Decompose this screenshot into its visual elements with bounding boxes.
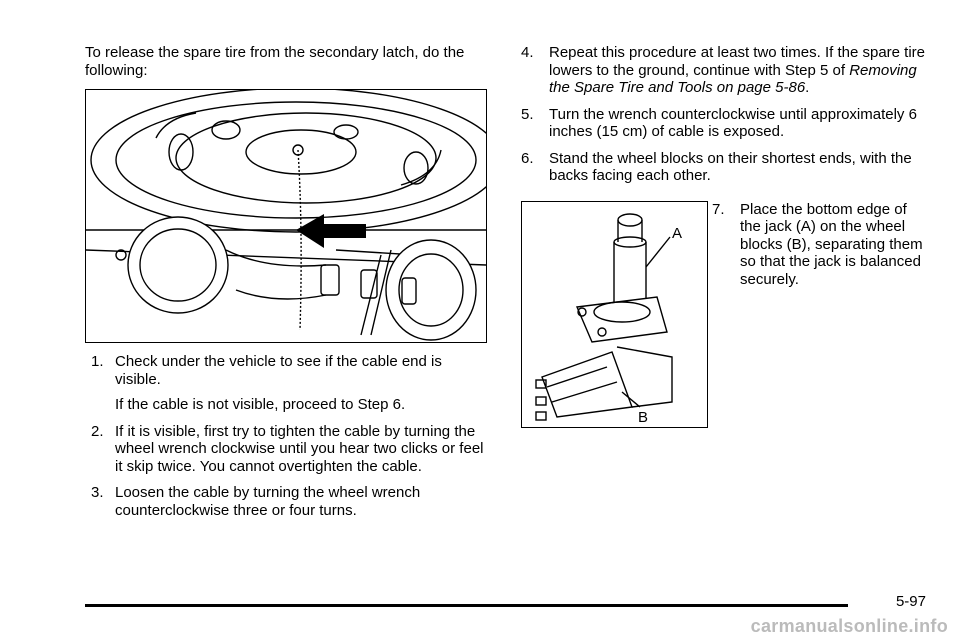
step-text: Repeat this procedure at least two times. If the spare tire lowers to the ground, continue with Step 5 of xyxy=(549,44,926,79)
step-number: 2. xyxy=(91,422,104,440)
jack-section xyxy=(521,201,931,431)
step-4 xyxy=(521,44,931,97)
step-text: Turn the wrench counterclockwise until approximately 6 inches (15 cm) of cable is exposed. xyxy=(549,105,917,140)
spare-tire-drawing xyxy=(86,90,486,342)
step-text-end: . xyxy=(805,79,810,96)
step-number: 3. xyxy=(91,484,104,501)
step-7 xyxy=(712,201,927,289)
step-number: 5. xyxy=(521,105,534,123)
step-1 xyxy=(85,353,490,414)
step-text: Loosen the cable by turning the wheel wrench counterclockwise three or four turns. xyxy=(115,484,421,519)
step-text: Place the bottom edge of the jack (A) on the wheel blocks (B), separating them so that the jack is balanced securely. xyxy=(740,200,923,288)
jack-illustration xyxy=(521,201,708,428)
step-number: 1. xyxy=(91,353,104,370)
step-text: If it is visible, first try to tighten the cable by turning the wheel wrench clockwise until you hear two clicks or feel it skip twice. You cannot overtighten the cable. xyxy=(115,422,484,475)
step-5 xyxy=(521,106,931,141)
page-number: 5-97 xyxy=(895,593,926,610)
watermark: carmanualsonline.info xyxy=(750,616,948,636)
cross-reference: Removing the Spare Tire and Tools on page 5-86 xyxy=(549,61,917,96)
jack-drawing xyxy=(522,202,707,427)
right-column xyxy=(521,44,931,431)
step-number: 6. xyxy=(521,149,534,167)
label-b: B xyxy=(638,408,649,426)
step-6 xyxy=(521,150,931,185)
step-3 xyxy=(85,484,490,519)
step-number: 4. xyxy=(521,44,534,61)
label-a: A xyxy=(672,224,683,242)
intro-text: To release the spare tire from the secondary latch, do the following: xyxy=(85,44,465,79)
step-text: Check under the vehicle to see if the cable end is visible. xyxy=(115,353,442,388)
footer-rule xyxy=(85,604,848,607)
left-column xyxy=(85,44,490,528)
step-continuation: If the cable is not visible, proceed to Step 6. xyxy=(115,396,406,413)
step-2 xyxy=(85,423,490,476)
step-text: Stand the wheel blocks on their shortest ends, with the backs facing each other. xyxy=(549,149,912,184)
step-number: 7. xyxy=(712,200,725,218)
spare-tire-illustration xyxy=(85,89,487,343)
